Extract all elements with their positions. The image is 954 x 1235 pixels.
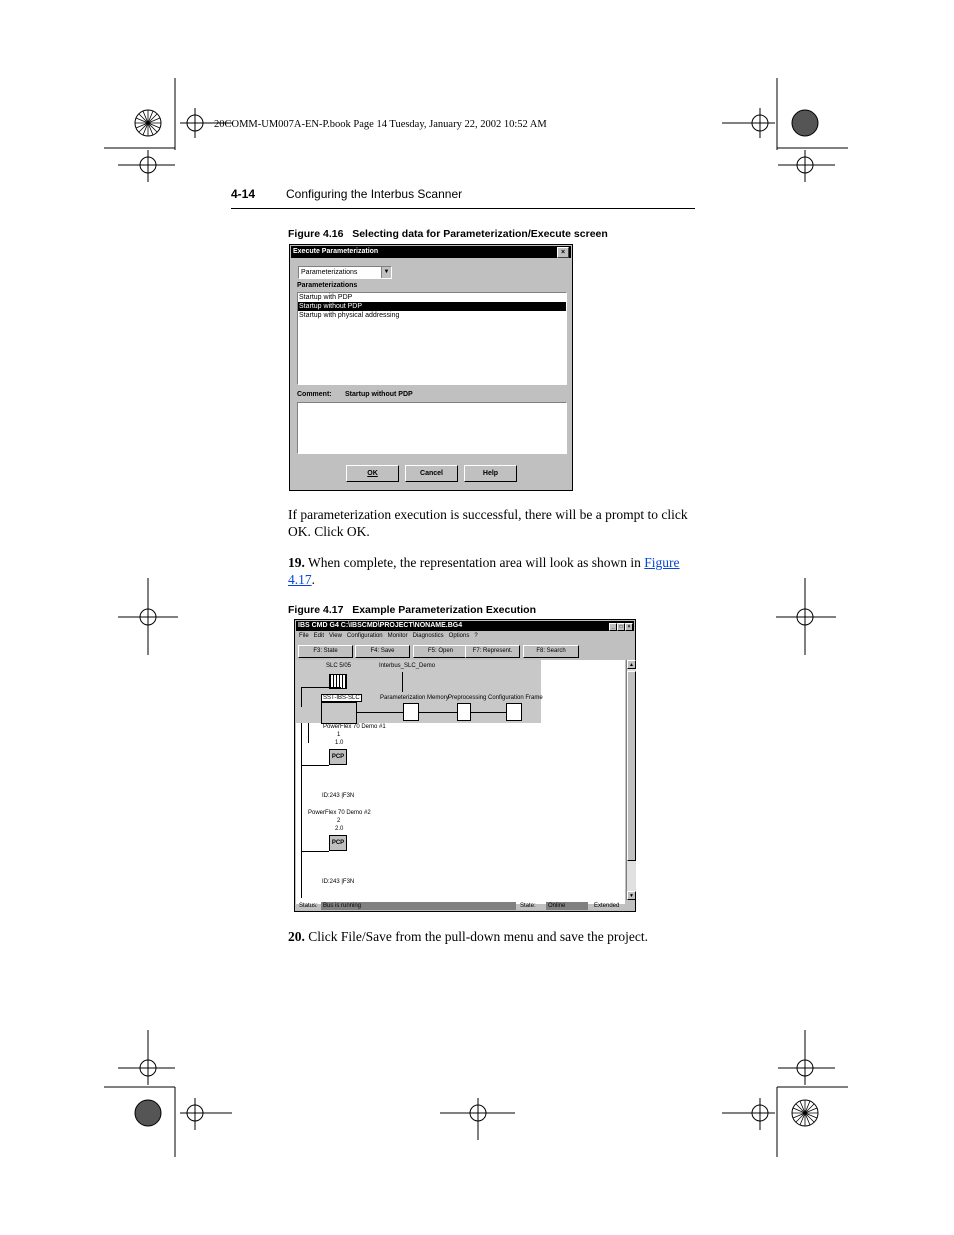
menu-edit[interactable]: Edit	[313, 633, 325, 639]
project-label: Interbus_SLC_Demo	[379, 663, 436, 669]
step-text: Click	[308, 929, 341, 944]
step-text-end: from the pull-down menu and save the project.	[391, 929, 648, 944]
step-20	[288, 928, 648, 945]
menu-ref-save: Save	[365, 929, 392, 944]
toolbar-open-button[interactable]: F5: Open	[413, 645, 468, 658]
menu-file[interactable]: File	[299, 633, 309, 639]
preprocessing-label: Preprocessing	[448, 695, 487, 701]
dialog-titlebar	[291, 246, 571, 258]
scroll-down-icon[interactable]: ▼	[627, 891, 636, 900]
figure16-caption: Figure 4.16 Selecting data for Parameterization/Execute screen	[288, 228, 608, 240]
menu-monitor[interactable]: Monitor	[387, 633, 408, 639]
dropdown-value: Parameterizations	[301, 269, 358, 276]
step-text: When complete, the representation area will look as shown in	[308, 555, 645, 570]
figure-link[interactable]: Figure 4.17	[288, 555, 680, 587]
pcp-device-icon[interactable]: PCP	[329, 749, 347, 765]
pcp-device-icon[interactable]: PCP	[329, 835, 347, 851]
window-controls[interactable]	[609, 622, 633, 632]
device-id: ID:243 |F3N	[322, 879, 355, 885]
help-button[interactable]: Help	[464, 465, 517, 482]
device-name: PowerFlex 70 Demo #2	[308, 810, 371, 816]
preprocessing-icon[interactable]	[457, 703, 471, 721]
menu-configuration[interactable]: Configuration	[346, 633, 383, 639]
menu-view[interactable]: View	[329, 633, 342, 639]
status-label: Status:	[299, 903, 318, 909]
comment-label: Comment:	[297, 391, 332, 398]
state-label: State:	[520, 903, 536, 909]
ok-button[interactable]: OK	[346, 465, 399, 482]
list-item-selected[interactable]: Startup without PDP	[298, 302, 566, 311]
toolbar-state-button[interactable]: F3: State	[298, 645, 353, 658]
network-tree-icon	[402, 672, 413, 692]
status-bar	[296, 901, 634, 911]
toolbar-save-button[interactable]: F4: Save	[355, 645, 410, 658]
list-item[interactable]: Startup with PDP	[299, 294, 353, 301]
dialog-title: Execute Parameterization	[293, 248, 379, 255]
scroll-thumb[interactable]	[627, 671, 636, 861]
minimize-icon[interactable]: _	[609, 623, 617, 631]
app-titlebar	[296, 621, 634, 631]
menu-ref-slash: /	[361, 929, 366, 944]
device-id: ID:243 |F3N	[322, 793, 355, 799]
menu-help[interactable]: ?	[474, 633, 478, 639]
ibs-cmd-window	[294, 619, 636, 912]
list-item[interactable]: Startup with physical addressing	[299, 312, 400, 319]
menu-options[interactable]: Options	[448, 633, 470, 639]
device-number: 1	[337, 732, 341, 738]
comment-textarea[interactable]	[297, 402, 567, 454]
step-number: 19.	[288, 555, 305, 570]
figure17-caption: Figure 4.17 Example Parameterization Execution	[288, 604, 537, 616]
status-value: Bus is running	[321, 902, 516, 910]
plc-label: SLC 5/05	[326, 663, 352, 669]
state-value: Online	[546, 902, 588, 910]
scroll-up-icon[interactable]: ▲	[627, 660, 636, 669]
config-frame-icon[interactable]	[506, 703, 522, 721]
step-19	[288, 554, 698, 588]
book-header: 20COMM-UM007A-EN-P.book Page 14 Tuesday, January 22, 2002 10:52 AM	[214, 119, 547, 130]
scanner-label: SST-IBS-SLC	[323, 695, 360, 701]
device-address: 2.0	[335, 826, 344, 832]
param-memory-label: Parameterization Memory	[380, 695, 449, 701]
toolbar-search-button[interactable]: F8: Search	[523, 645, 579, 658]
step-period: .	[311, 572, 315, 587]
menu-bar	[299, 633, 478, 639]
header-rule	[231, 208, 695, 209]
scanner-icon[interactable]	[321, 702, 357, 724]
maximize-icon[interactable]: □	[617, 623, 625, 631]
list-label: Parameterizations	[297, 282, 358, 289]
cancel-button[interactable]: Cancel	[405, 465, 458, 482]
vertical-scrollbar[interactable]	[626, 660, 636, 900]
close-icon[interactable]: ×	[557, 247, 569, 258]
parameterizations-dropdown[interactable]	[298, 266, 392, 279]
menu-diagnostics[interactable]: Diagnostics	[412, 633, 444, 639]
comment-value: Startup without PDP	[345, 391, 413, 398]
paragraph: If parameterization execution is successful, there will be a prompt to click OK. Click OK.	[288, 507, 688, 539]
param-memory-icon[interactable]	[403, 703, 419, 721]
chevron-down-icon[interactable]: ▼	[381, 267, 391, 278]
mode-value: Extended	[594, 903, 620, 909]
representation-area[interactable]	[296, 660, 625, 904]
config-frame-label: Configuration Frame	[488, 695, 543, 701]
device-number: 2	[337, 818, 341, 824]
step-number: 20.	[288, 929, 305, 944]
app-title: IBS CMD G4 C:\IBSCMD\PROJECT\NONAME.BG4	[298, 622, 463, 629]
device-name: PowerFlex 70 Demo #1	[323, 724, 386, 730]
parameterizations-list[interactable]	[297, 292, 567, 385]
close-icon[interactable]: ×	[625, 623, 633, 631]
menu-ref-file: File	[340, 929, 362, 944]
execute-parameterization-dialog	[289, 244, 573, 491]
toolbar-represent-button[interactable]: F7: Represent.	[465, 645, 520, 658]
device-address: 1.0	[335, 740, 344, 746]
page-number: 4-14	[231, 187, 256, 201]
bus-line	[301, 723, 302, 898]
page-title: Configuring the Interbus Scanner	[286, 187, 463, 201]
